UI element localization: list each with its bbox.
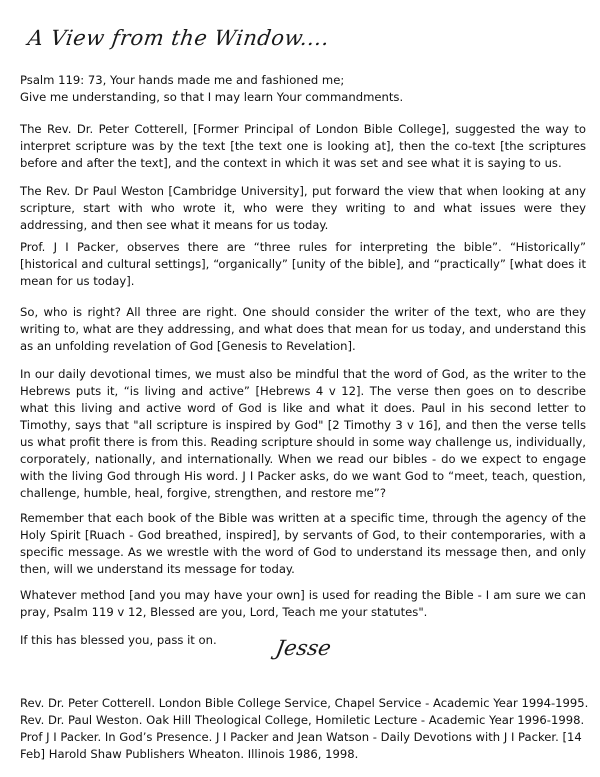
psalm-line-1: Psalm 119: 73, Your hands made me and fashioned me; bbox=[20, 73, 345, 87]
paragraph-pass-it-on: If this has blessed you, pass it on. bbox=[20, 633, 217, 647]
paragraph-whatever-method: Whatever method [and you may have your own] is used for reading the Bible - I am sure we can pray, Psalm 119 v 12, Blessed are you, Lord, Teach me your statutes". bbox=[20, 588, 586, 619]
psalm-quote bbox=[20, 72, 580, 106]
paragraph-who-is-right: So, who is right? All three are right. One should consider the writer of the text, who are they writing to, what are they addressing, and what does that mean for us today, and understand this as an unfolding revelation of God [Genesis to Revelation]. bbox=[20, 305, 586, 353]
page-title: A View from the Window.... bbox=[26, 26, 331, 50]
reference-item: Rev. Dr. Paul Weston. Oak Hill Theological College, Homiletic Lecture - Academic Year 1996-1998. bbox=[20, 713, 585, 727]
paragraph-remember: Remember that each book of the Bible was written at a specific time, through the agency of the Holy Spirit [Ruach - God breathed, inspired], by servants of God, to their contemporaries, with a specific message. As we wrestle with the word of God to understand its message then, and only then, will we understand its message for today. bbox=[20, 511, 586, 576]
references bbox=[20, 695, 590, 763]
paragraph-packer: Prof. J I Packer, observes there are “three rules for interpreting the bible”. “Historically” [historical and cultural settings], “organically” [unity of the bible], and “practically” [what does it mean for us today]. bbox=[20, 240, 586, 288]
paragraph-devotional: In our daily devotional times, we must also be mindful that the word of God, as the writer to the Hebrews puts it, “is living and active” [Hebrews 4 v 12]. The verse then goes on to describe what this living and active word of God is like and what it does. Paul in his second letter to Timothy, says that "all scripture is inspired by God" [2 Timothy 3 v 16], and then the verse tells us what profit there is from this. Reading scripture should in some way challenge us, individually, corporately, nationally, and internationally. When we read our bibles - do we expect to engage with the living God through His word. J I Packer asks, do we want God to “meet, teach, question, challenge, humble, heal, forgive, strengthen, and restore me”? bbox=[20, 367, 586, 500]
signature: Jesse bbox=[273, 636, 333, 660]
psalm-line-2: Give me understanding, so that I may learn Your commandments. bbox=[20, 90, 404, 104]
paragraph-cotterell: The Rev. Dr. Peter Cotterell, [Former Principal of London Bible College], suggested the way to interpret scripture was by the text [the text one is looking at], then the co-text [the scriptures before and after the text], and the context in which it was set and see what it is saying to us. bbox=[20, 122, 586, 170]
reference-item: Rev. Dr. Peter Cotterell. London Bible College Service, Chapel Service - Academic Year 1994-1995. bbox=[20, 696, 589, 710]
reference-item: Prof J I Packer. In God’s Presence. J I Packer and Jean Watson - Daily Devotions with J I Packer. [14 Feb] Harold Shaw Publishers Wheaton. Illinois 1986, 1998. bbox=[20, 730, 582, 761]
paragraph-weston: The Rev. Dr Paul Weston [Cambridge University], put forward the view that when looking at any scripture, start with who wrote it, who were they writing to and what issues were they addressing, and then see what it means for us today. bbox=[20, 184, 586, 232]
